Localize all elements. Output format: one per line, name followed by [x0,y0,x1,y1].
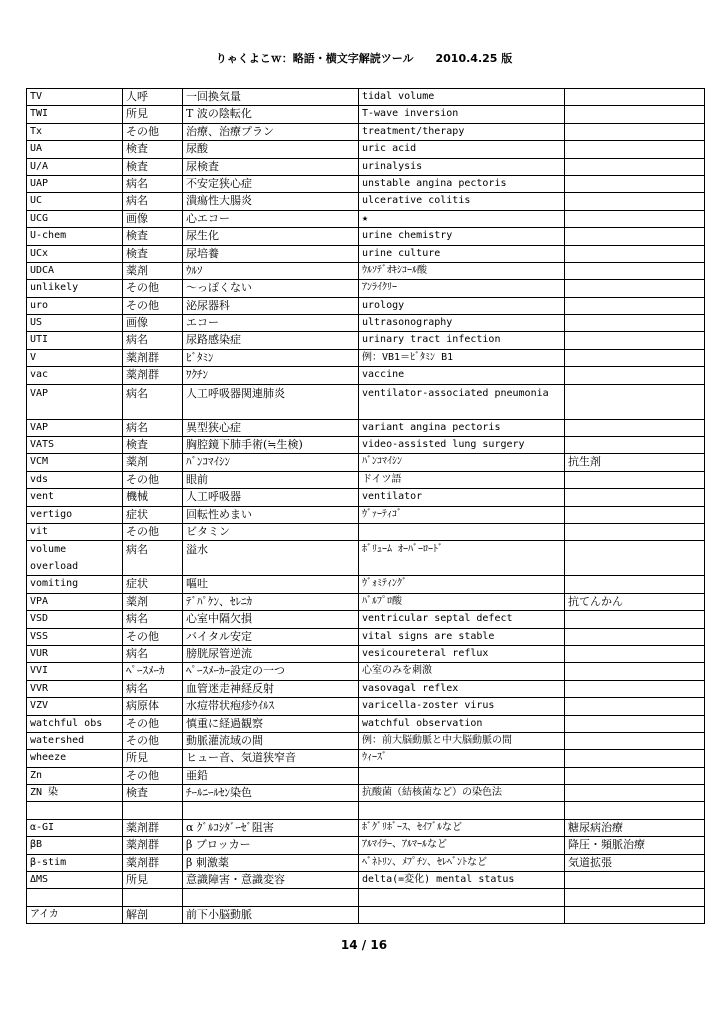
meaning-cell: ヒュー音、気道狭窄音 [183,750,359,767]
full-term-cell: ｳﾞｧｰﾃｨｺﾞ [359,506,565,523]
abbreviation-cell: U/A [27,158,123,175]
note-cell [565,349,705,366]
table-row [27,698,705,715]
category-cell: 人呼 [123,89,183,106]
note-cell [565,785,705,802]
table-row [27,523,705,540]
abbreviation-cell: α-GI [27,819,123,836]
meaning-cell: 尿検査 [183,158,359,175]
meaning-cell: ～っぽくない [183,280,359,297]
note-cell: 抗生剤 [565,454,705,471]
abbreviation-cell: UA [27,141,123,158]
category-cell: 病名 [123,175,183,192]
full-term-cell: urology [359,297,565,314]
table-row [27,332,705,349]
category-cell: その他 [123,471,183,488]
note-cell [565,889,705,906]
note-cell [565,802,705,819]
note-cell: 降圧・頻脈治療 [565,837,705,854]
category-cell: その他 [123,628,183,645]
category-cell: 薬剤群 [123,367,183,384]
table-row [27,141,705,158]
abbreviation-cell: UAP [27,175,123,192]
table-row [27,158,705,175]
note-cell [565,523,705,540]
meaning-cell [183,802,359,819]
meaning-cell: ﾊﾞﾝｺﾏｲｼﾝ [183,454,359,471]
full-term-cell: ventilator-associated pneumonia [359,384,565,419]
table-row [27,89,705,106]
note-cell [565,663,705,680]
abbreviation-cell: wheeze [27,750,123,767]
abbreviation-cell: VSD [27,611,123,628]
abbreviation-cell: VATS [27,437,123,454]
category-cell: 検査 [123,785,183,802]
table-row [27,715,705,732]
note-cell [565,158,705,175]
abbreviation-cell: UTI [27,332,123,349]
meaning-cell: 回転性めまい [183,506,359,523]
abbreviation-cell: unlikely [27,280,123,297]
meaning-cell: 胸腔鏡下肺手術(≒生検) [183,437,359,454]
category-cell: 薬剤群 [123,854,183,871]
meaning-cell: 動脈灌流域の間 [183,732,359,749]
note-cell [565,175,705,192]
table-row [27,593,705,610]
category-cell: 薬剤群 [123,819,183,836]
note-cell [565,645,705,662]
meaning-cell: 尿路感染症 [183,332,359,349]
meaning-cell: 心室中隔欠損 [183,611,359,628]
abbreviation-cell: volume overload [27,541,123,576]
note-cell [565,698,705,715]
category-cell: 薬剤 [123,454,183,471]
full-term-cell: uric acid [359,141,565,158]
category-cell: その他 [123,767,183,784]
note-cell [565,906,705,923]
category-cell: 所見 [123,872,183,889]
table-row [27,280,705,297]
category-cell [123,802,183,819]
abbreviation-cell: アイカ [27,906,123,923]
abbreviation-cell: ZN 染 [27,785,123,802]
full-term-cell: watchful observation [359,715,565,732]
meaning-cell: エコー [183,315,359,332]
full-term-cell: 例：VB1＝ﾋﾞﾀﾐﾝ B1 [359,349,565,366]
abbreviation-cell: TWI [27,106,123,123]
category-cell: 病名 [123,541,183,576]
meaning-cell: 人工呼吸器 [183,489,359,506]
category-cell: 画像 [123,210,183,227]
meaning-cell [183,889,359,906]
note-cell [565,750,705,767]
full-term-cell [359,906,565,923]
table-row [27,732,705,749]
full-term-cell: ﾎﾞｸﾞﾘﾎﾞｰｽ、ｾｲﾌﾞﾙなど [359,819,565,836]
full-term-cell: video-assisted lung surgery [359,437,565,454]
note-cell [565,611,705,628]
note-cell [565,680,705,697]
table-row [27,872,705,889]
category-cell: 機械 [123,489,183,506]
abbreviation-cell: V [27,349,123,366]
category-cell: 解剖 [123,906,183,923]
note-cell [565,106,705,123]
table-row [27,123,705,140]
full-term-cell: ﾍﾞﾈﾄﾘﾝ、ﾒﾌﾟﾁﾝ、ｾﾚﾍﾞﾝﾄなど [359,854,565,871]
full-term-cell: urinalysis [359,158,565,175]
note-cell [565,245,705,262]
table-row [27,819,705,836]
note-cell [565,193,705,210]
table-row [27,645,705,662]
table-row [27,228,705,245]
full-term-cell: urinary tract infection [359,332,565,349]
note-cell [565,384,705,419]
full-term-cell [359,889,565,906]
full-term-cell: ｳｨｰｽﾞ [359,750,565,767]
abbreviation-cell: TV [27,89,123,106]
meaning-cell: 溢水 [183,541,359,576]
note-cell [565,297,705,314]
category-cell: 薬剤 [123,593,183,610]
meaning-cell: バイタル安定 [183,628,359,645]
table-row [27,628,705,645]
abbreviation-cell: VPA [27,593,123,610]
full-term-cell: ドイツ語 [359,471,565,488]
abbreviation-cell: vent [27,489,123,506]
meaning-cell: 泌尿器科 [183,297,359,314]
meaning-cell: 慎重に経過観察 [183,715,359,732]
abbreviation-cell: VCM [27,454,123,471]
table-row [27,767,705,784]
abbreviation-cell: vertigo [27,506,123,523]
meaning-cell: T 波の陰転化 [183,106,359,123]
category-cell: 症状 [123,576,183,593]
category-cell [123,889,183,906]
category-cell: 薬剤 [123,262,183,279]
note-cell [565,576,705,593]
full-term-cell: 抗酸菌（結核菌など）の染色法 [359,785,565,802]
note-cell [565,228,705,245]
abbreviation-cell: US [27,315,123,332]
full-term-cell: variant angina pectoris [359,419,565,436]
category-cell: 薬剤群 [123,837,183,854]
full-term-cell: vital signs are stable [359,628,565,645]
table-row [27,680,705,697]
category-cell: その他 [123,280,183,297]
category-cell: その他 [123,523,183,540]
category-cell: 検査 [123,158,183,175]
full-term-cell: ﾊﾞﾝｺﾏｲｼﾝ [359,454,565,471]
abbreviation-cell: UCx [27,245,123,262]
table-row [27,419,705,436]
full-term-cell: tidal volume [359,89,565,106]
abbreviation-cell [27,889,123,906]
full-term-cell: urine culture [359,245,565,262]
abbreviation-cell: VSS [27,628,123,645]
table-row [27,750,705,767]
note-cell [565,89,705,106]
abbreviation-cell: Zn [27,767,123,784]
meaning-cell: 不安定狭心症 [183,175,359,192]
table-row [27,506,705,523]
meaning-cell: 血管迷走神経反射 [183,680,359,697]
note-cell: 糖尿病治療 [565,819,705,836]
note-cell [565,141,705,158]
full-term-cell: vesicoureteral reflux [359,645,565,662]
meaning-cell: 治療、治療プラン [183,123,359,140]
full-term-cell: delta(=変化) mental status [359,872,565,889]
meaning-cell: 尿生化 [183,228,359,245]
category-cell: 所見 [123,106,183,123]
abbreviation-cell: βB [27,837,123,854]
full-term-cell: vasovagal reflex [359,680,565,697]
category-cell: 薬剤群 [123,349,183,366]
abbreviation-cell: β-stim [27,854,123,871]
meaning-cell: β ブロッカー [183,837,359,854]
meaning-cell: ｳﾙｿ [183,262,359,279]
meaning-cell: 亜鉛 [183,767,359,784]
abbreviation-cell: UC [27,193,123,210]
category-cell: 症状 [123,506,183,523]
abbreviation-cell: uro [27,297,123,314]
category-cell: 病名 [123,384,183,419]
table-row [27,315,705,332]
table-row [27,437,705,454]
meaning-cell: ﾋﾞﾀﾐﾝ [183,349,359,366]
meaning-cell: β 刺激薬 [183,854,359,871]
table-row [27,471,705,488]
note-cell [565,123,705,140]
category-cell: その他 [123,297,183,314]
meaning-cell: 膀胱尿管逆流 [183,645,359,662]
note-cell [565,715,705,732]
category-cell: 病名 [123,332,183,349]
table-row [27,297,705,314]
note-cell: 抗てんかん [565,593,705,610]
full-term-cell: unstable angina pectoris [359,175,565,192]
meaning-cell: 眼前 [183,471,359,488]
full-term-cell: ｱﾝﾗｲｸﾘｰ [359,280,565,297]
table-row [27,611,705,628]
table-row [27,367,705,384]
full-term-cell: T-wave inversion [359,106,565,123]
table-row [27,106,705,123]
note-cell [565,280,705,297]
abbreviation-table [26,88,705,924]
full-term-cell: treatment/therapy [359,123,565,140]
note-cell [565,210,705,227]
category-cell: その他 [123,732,183,749]
table-row [27,889,705,906]
abbreviation-cell: VAP [27,384,123,419]
meaning-cell: 一回換気量 [183,89,359,106]
meaning-cell: 尿培養 [183,245,359,262]
full-term-cell: varicella-zoster virus [359,698,565,715]
abbreviation-cell: U-chem [27,228,123,245]
table-row [27,349,705,366]
full-term-cell: ﾎﾞﾘｭｰﾑ ｵｰﾊﾞｰﾛｰﾄﾞ [359,541,565,576]
table-row [27,245,705,262]
category-cell: 検査 [123,437,183,454]
full-term-cell: ★ [359,210,565,227]
category-cell: 病名 [123,645,183,662]
full-term-cell [359,523,565,540]
note-cell [565,315,705,332]
note-cell [565,262,705,279]
meaning-cell: ビタミン [183,523,359,540]
meaning-cell: 前下小脳動脈 [183,906,359,923]
note-cell [565,872,705,889]
note-cell [565,437,705,454]
table-row [27,175,705,192]
category-cell: 検査 [123,228,183,245]
note-cell [565,628,705,645]
note-cell [565,489,705,506]
meaning-cell: 人工呼吸器関連肺炎 [183,384,359,419]
category-cell: 検査 [123,245,183,262]
meaning-cell: ﾁｰﾙﾆｰﾙｾﾝ染色 [183,785,359,802]
note-cell [565,471,705,488]
full-term-cell: ｱﾙﾏｲﾗｰ、ｱﾙﾏｰﾙなど [359,837,565,854]
abbreviation-cell [27,802,123,819]
note-cell [565,732,705,749]
table-row [27,576,705,593]
note-cell [565,367,705,384]
abbreviation-cell: UDCA [27,262,123,279]
meaning-cell: 異型狭心症 [183,419,359,436]
note-cell [565,332,705,349]
full-term-cell: ultrasonography [359,315,565,332]
abbreviation-cell: VAP [27,419,123,436]
table-row [27,663,705,680]
meaning-cell: ﾃﾞﾊﾟｹﾝ、ｾﾚﾆｶ [183,593,359,610]
full-term-cell: 心室のみを刺激 [359,663,565,680]
meaning-cell: 意識障害・意識変容 [183,872,359,889]
table-row [27,489,705,506]
full-term-cell: ｳﾙｿﾃﾞｵｷｼｺｰﾙ酸 [359,262,565,279]
note-cell [565,767,705,784]
abbreviation-cell: VVI [27,663,123,680]
abbreviation-cell: VZV [27,698,123,715]
table-row [27,854,705,871]
table-row [27,906,705,923]
page-number: 14 / 16 [340,938,388,952]
abbreviation-cell: vit [27,523,123,540]
abbreviation-cell: ΔMS [27,872,123,889]
table-row [27,541,705,576]
meaning-cell: α ｸﾞﾙｺｼﾀﾞｰｾﾞ阻害 [183,819,359,836]
category-cell: 病名 [123,419,183,436]
note-cell [565,506,705,523]
table-row [27,454,705,471]
full-term-cell: urine chemistry [359,228,565,245]
meaning-cell: ﾜｸﾁﾝ [183,367,359,384]
table-row [27,262,705,279]
meaning-cell: 心エコー [183,210,359,227]
full-term-cell: ventricular septal defect [359,611,565,628]
category-cell: 病原体 [123,698,183,715]
table-row [27,785,705,802]
category-cell: 病名 [123,680,183,697]
abbreviation-cell: vomiting [27,576,123,593]
abbreviation-cell: watchful obs [27,715,123,732]
abbreviation-cell: Tx [27,123,123,140]
meaning-cell: ﾍﾟｰｽﾒｰｶｰ設定の一つ [183,663,359,680]
abbreviation-cell: VUR [27,645,123,662]
full-term-cell: vaccine [359,367,565,384]
abbreviation-cell: vds [27,471,123,488]
category-cell: その他 [123,715,183,732]
full-term-cell [359,767,565,784]
meaning-cell: 潰瘍性大腸炎 [183,193,359,210]
category-cell: 病名 [123,611,183,628]
category-cell: ﾍﾟｰｽﾒｰｶ [123,663,183,680]
category-cell: 画像 [123,315,183,332]
note-cell [565,419,705,436]
full-term-cell: ｳﾞｫﾐﾃｨﾝｸﾞ [359,576,565,593]
note-cell: 気道拡張 [565,854,705,871]
table-row [27,193,705,210]
full-term-cell: ventilator [359,489,565,506]
table-row [27,837,705,854]
meaning-cell: 尿酸 [183,141,359,158]
full-term-cell: 例：前大脳動脈と中大脳動脈の間 [359,732,565,749]
meaning-cell: 嘔吐 [183,576,359,593]
abbreviation-cell: watershed [27,732,123,749]
note-cell [565,541,705,576]
table-row [27,384,705,419]
category-cell: その他 [123,123,183,140]
full-term-cell [359,802,565,819]
category-cell: 検査 [123,141,183,158]
abbreviation-cell: UCG [27,210,123,227]
full-term-cell: ﾊﾞﾙﾌﾟﾛ酸 [359,593,565,610]
category-cell: 病名 [123,193,183,210]
abbreviation-cell: vac [27,367,123,384]
table-row [27,210,705,227]
full-term-cell: ulcerative colitis [359,193,565,210]
meaning-cell: 水痘帯状疱疹ｳｲﾙｽ [183,698,359,715]
category-cell: 所見 [123,750,183,767]
page-header: りゃくよこｗ：略語・横文字解読ツール 2010.4.25 版 [215,52,513,65]
abbreviation-cell: VVR [27,680,123,697]
table-row [27,802,705,819]
